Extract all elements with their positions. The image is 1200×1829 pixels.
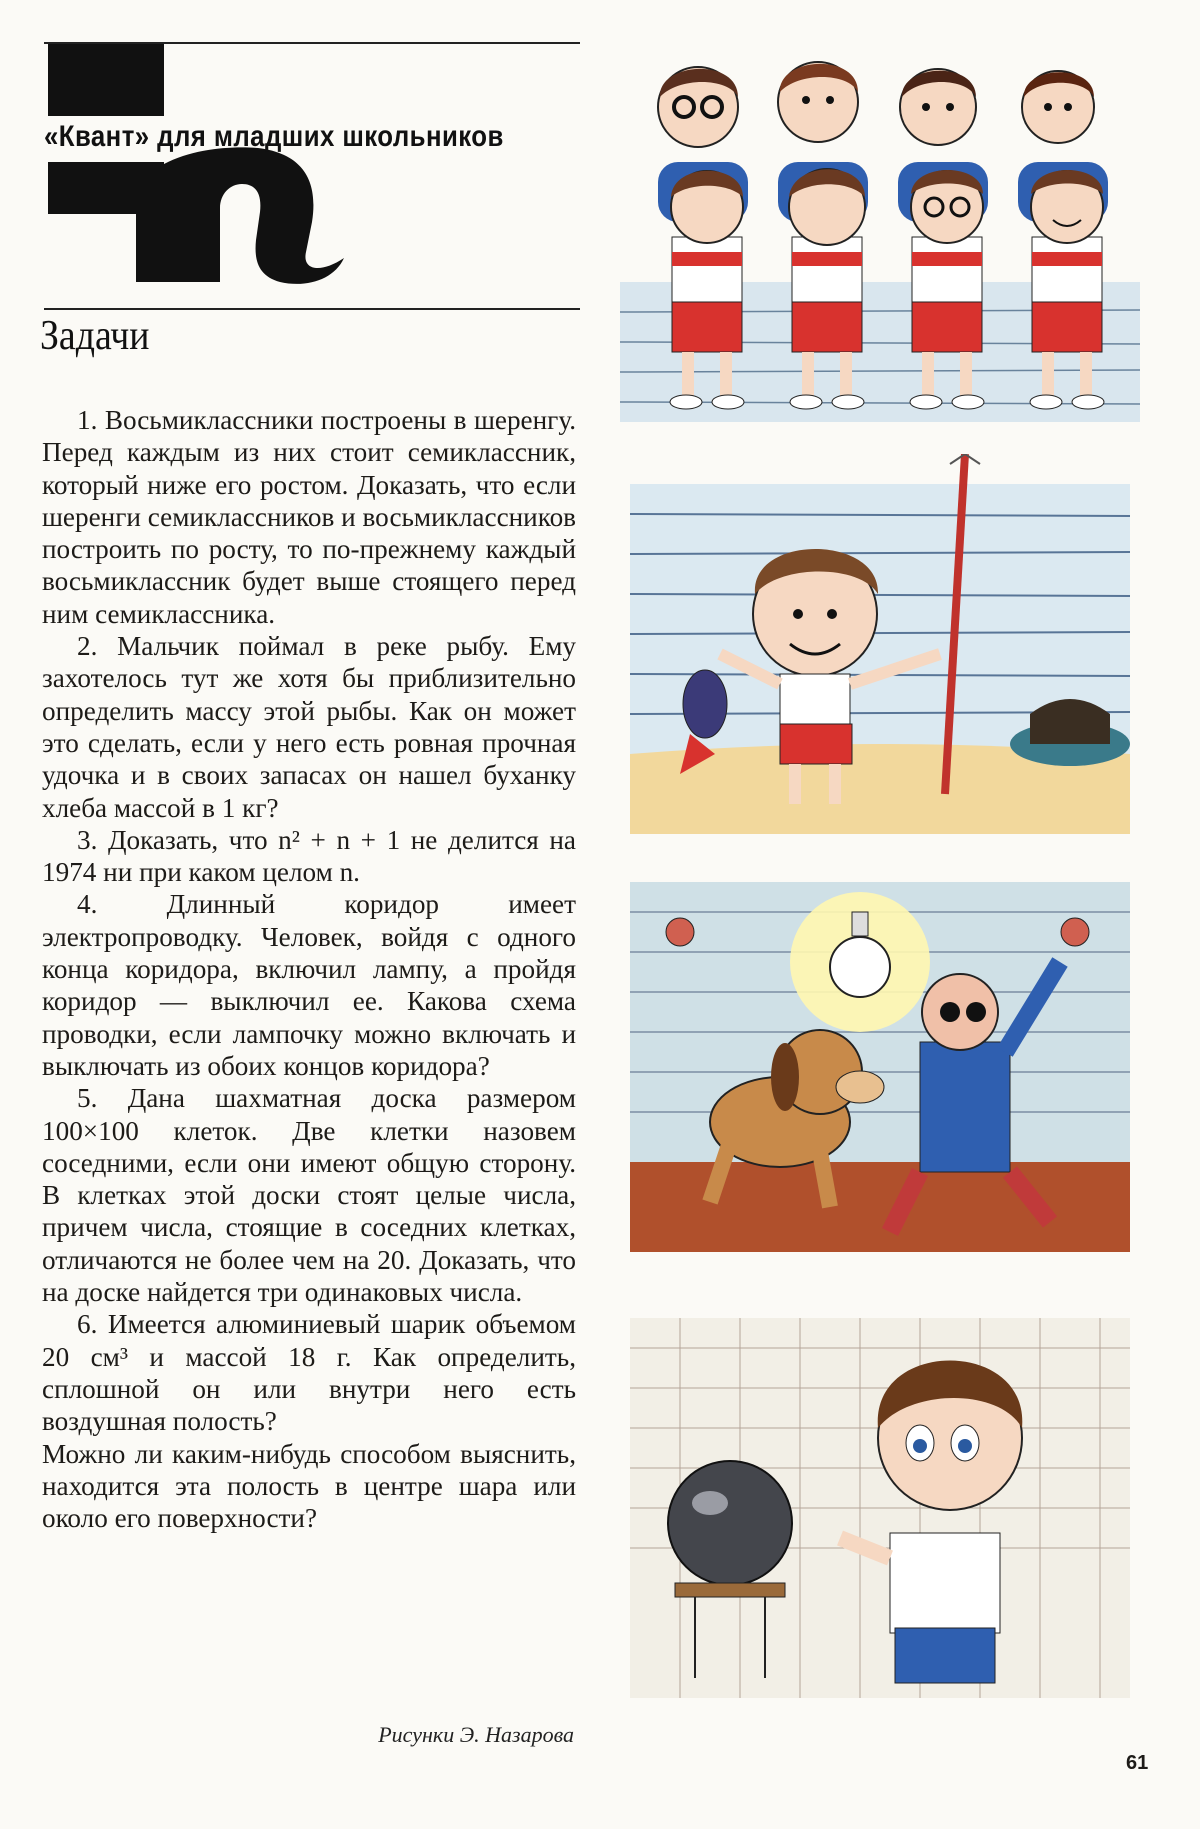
illustration-corridor-lamp	[620, 872, 1140, 1262]
problem-4: 4. Длинный коридор имеет электропроводку. Человек, войдя с одного конца коридора, включил лампу, а пройдя коридор — выключил ее. Какова схема проводки, если лампочку можно включать и выключать из обоих концов коридора?	[42, 889, 576, 1081]
rubric-title: «Квант» для младших школьников	[44, 120, 504, 153]
illustration-boy-fish	[620, 454, 1140, 834]
section-title: Задачи	[40, 313, 150, 359]
problems-text	[42, 404, 576, 1534]
illustration-students-line	[620, 52, 1140, 422]
problem-3: 3. Доказать, что n² + n + 1 не делится на 1974 ни при каком целом n.	[42, 824, 576, 888]
problem-1: 1. Восьмиклассники построены в шеренгу. Перед каждым из них стоит семиклассник, который ниже его ростом. Доказать, что если шеренги семиклассников и восьмиклассников построить по росту, то по-прежнему каждый восьмиклассник будет выше стоящего перед ним семиклассника.	[42, 405, 576, 629]
problem-2: 2. Мальчик поймал в реке рыбу. Ему захотелось тут же хотя бы приблизительно определить массу этой рыбы. Как он может это сделать, если у него есть ровная прочная удочка и в своих запасах он нашел буханку хлеба массой в 1 кг?	[42, 631, 576, 823]
problem-6-continuation: Можно ли каким-нибудь способом выяснить, находится эта полость в центре шара или около его поверхности?	[42, 1438, 576, 1534]
illustration-boy-ball	[620, 1308, 1140, 1708]
problem-6: 6. Имеется алюминиевый шарик объемом 20 см³ и массой 18 г. Как определить, сплошной он или внутри него есть воздушная полость?	[42, 1309, 576, 1437]
page-number: 61	[1126, 1752, 1149, 1774]
problem-5: 5. Дана шахматная доска размером 100×100 клеток. Две клетки назовем соседними, если они имеют общую сторону. В клетках этой доски стоят целые числа, причем числа, стоящие в соседних клетках, отличаются не более чем на 20. Доказать, что на доске найдется три одинаковых числа.	[42, 1083, 576, 1308]
journal-logo-letter	[44, 44, 344, 284]
section-rule	[44, 308, 580, 310]
illustration-credit: Рисунки Э. Назарова	[378, 1722, 574, 1747]
